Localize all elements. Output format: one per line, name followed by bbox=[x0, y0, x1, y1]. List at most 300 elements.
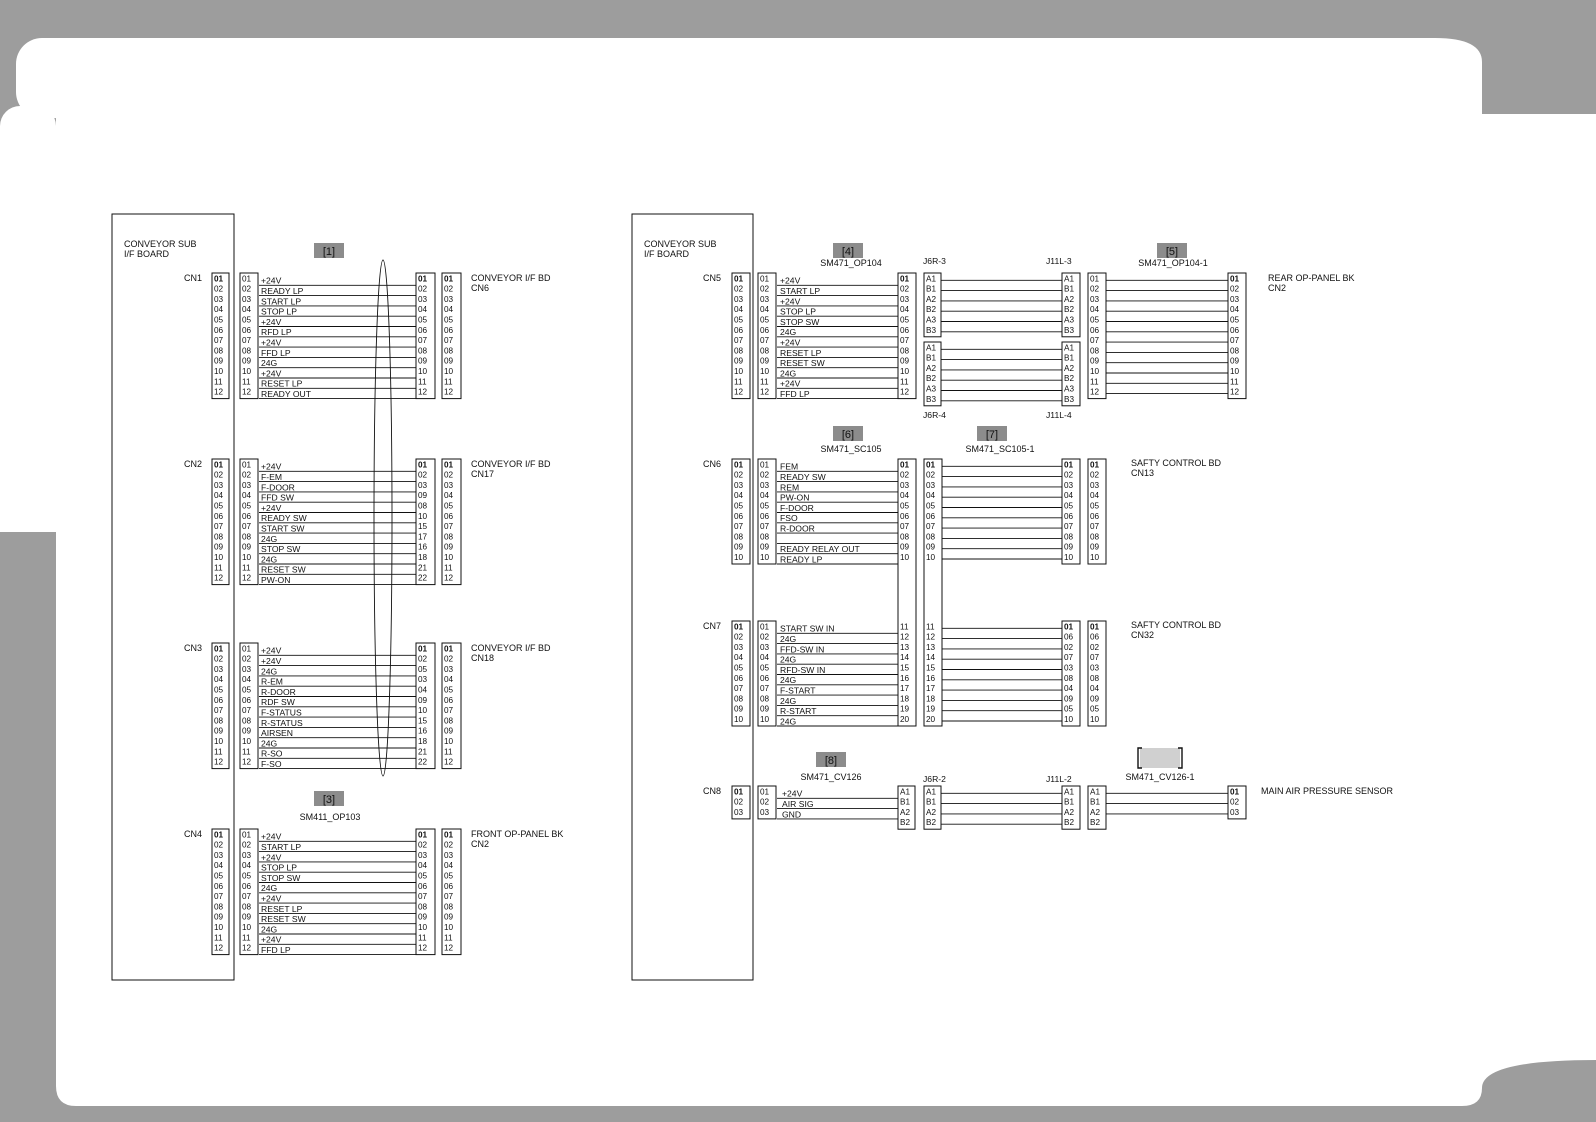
cn1-signal-7: +24V bbox=[261, 337, 282, 348]
cn4-mid-pins-pin-04: 04 bbox=[418, 861, 428, 871]
cn1-signal-1: +24V bbox=[261, 275, 282, 286]
cn3-board-pins-pin-02: 02 bbox=[214, 654, 224, 664]
cn4-harness-pins-pin-02: 02 bbox=[242, 840, 252, 850]
cn6-mid2-pin-04: 04 bbox=[926, 491, 936, 501]
cn2-mid-pins-pin-08: 08 bbox=[418, 501, 428, 511]
right-board-title-line1: CONVEYOR SUB bbox=[644, 239, 717, 249]
cn2-mid-pins-pin-02: 02 bbox=[418, 470, 428, 480]
cn6-right-pins-pin-03: 03 bbox=[1064, 480, 1074, 490]
cn7-end-pins-pin-05: 05 bbox=[1090, 704, 1100, 714]
cn8-mid-pins-pin-A2: A2 bbox=[900, 807, 911, 817]
cn3-end-pins-pin-07: 07 bbox=[444, 706, 454, 716]
cn1-signal-10: +24V bbox=[261, 368, 282, 379]
cn8-label: CN8 bbox=[703, 786, 722, 796]
cn3-board-pins-pin-12: 12 bbox=[214, 757, 224, 767]
cn5-j11l-lower-pins-pin-A2: A2 bbox=[1064, 363, 1075, 373]
cn3-harness-pins-pin-06: 06 bbox=[242, 695, 252, 705]
cn5-board-pins-pin-01: 01 bbox=[734, 274, 744, 284]
cn2-harness-pins-pin-10: 10 bbox=[242, 553, 252, 562]
cn6-right-pins-pin-10: 10 bbox=[1064, 553, 1074, 562]
cn1-end-pins-pin-09: 09 bbox=[444, 356, 454, 366]
harness-bundle-ellipse bbox=[374, 260, 392, 776]
cn4-board-pins-pin-04: 04 bbox=[214, 861, 224, 871]
cn2-dest-line2: CN17 bbox=[471, 469, 495, 479]
cn2-harness-pins-pin-06: 06 bbox=[242, 511, 252, 521]
cn4-harness-pins-pin-04: 04 bbox=[242, 861, 252, 871]
cn7-harness-pins-pin-09: 09 bbox=[760, 704, 770, 714]
cn2-signal-12: PW-ON bbox=[261, 575, 291, 585]
cn6-right-pins-pin-02: 02 bbox=[1064, 470, 1074, 480]
cn5-j11l-lower-pins-pin-B3: B3 bbox=[1064, 394, 1075, 404]
cn1-board-pins-pin-12: 12 bbox=[214, 387, 224, 397]
cn7-mid2-pin-11: 11 bbox=[926, 622, 935, 632]
cn1-mid-pins-pin-02: 02 bbox=[418, 284, 428, 294]
cn2-mid-pins-pin-03: 03 bbox=[418, 480, 428, 490]
cn8-board-pins-pin-01: 01 bbox=[734, 787, 744, 797]
cn3-signal-2: +24V bbox=[261, 656, 282, 666]
cn3-mid-pins-pin-10: 10 bbox=[418, 706, 428, 716]
cn1-end-pins-pin-07: 07 bbox=[444, 336, 454, 346]
cn8-harness-pins-pin-02: 02 bbox=[760, 797, 770, 807]
cn4-harness-pins-pin-10: 10 bbox=[242, 923, 252, 932]
cn7-dest-line2: CN32 bbox=[1131, 630, 1155, 640]
cn3-end-pins-pin-09: 09 bbox=[444, 726, 454, 736]
cn7-end-pins-pin-03: 03 bbox=[1090, 663, 1100, 673]
cn7-mid-pin-19: 19 bbox=[900, 704, 910, 714]
cn5-end-pins-pin-04: 04 bbox=[1230, 305, 1240, 315]
cn5-harness-pins-pin-07: 07 bbox=[760, 336, 770, 346]
cn5-harness2-left-pins-pin-04: 04 bbox=[1090, 305, 1100, 315]
cn8-j11l-pins-pin-A2: A2 bbox=[1064, 807, 1075, 817]
cn6-signal-10: READY LP bbox=[780, 554, 823, 565]
cn3-mid-pins-pin-15: 15 bbox=[418, 716, 428, 726]
cn2-mid-pins-pin-17: 17 bbox=[418, 532, 428, 542]
cn5-end-pins-pin-01: 01 bbox=[1230, 274, 1240, 284]
cn1-board-pins-pin-08: 08 bbox=[214, 346, 224, 356]
cn8-harness-pins-pin-01: 01 bbox=[760, 787, 770, 797]
cn1-harness-pins-pin-03: 03 bbox=[242, 294, 252, 304]
cn1-end-pins-pin-08: 08 bbox=[444, 346, 454, 356]
cn5-signal-12: FFD LP bbox=[780, 389, 810, 399]
cn4-board-pins-pin-06: 06 bbox=[214, 881, 224, 891]
cn5-signal-4: STOP LP bbox=[780, 306, 816, 317]
cn2-signal-6: READY SW bbox=[261, 513, 307, 524]
cn2-mid-pins-pin-21: 21 bbox=[418, 563, 428, 573]
cn7-right-pins-pin-04: 04 bbox=[1064, 684, 1074, 694]
cn5-j6r3-label: J6R-3 bbox=[923, 256, 946, 266]
cn6-signal-1: FEM bbox=[780, 461, 799, 472]
cn7-end-pins-pin-06: 06 bbox=[1090, 632, 1100, 642]
cn7-board-pins-pin-05: 05 bbox=[734, 663, 744, 673]
cn6-harness-pins-pin-01: 01 bbox=[760, 460, 770, 470]
cn6-mid2-pin-07: 07 bbox=[926, 522, 936, 532]
cn5-harness-pins-pin-02: 02 bbox=[760, 284, 770, 294]
cn7-signal-3: FFD-SW IN bbox=[780, 644, 825, 655]
cn6-label: CN6 bbox=[703, 459, 722, 469]
cn1-harness-pins-pin-10: 10 bbox=[242, 367, 252, 376]
cn8-j6r-pins-pin-B2: B2 bbox=[926, 818, 937, 828]
cn7-right-pins-pin-07: 07 bbox=[1064, 653, 1074, 663]
cn1-mid-pins-pin-04: 04 bbox=[418, 305, 428, 315]
cn3-signal-11: R-SO bbox=[261, 748, 283, 759]
cn8-j11l2-label: J11L-2 bbox=[1046, 774, 1072, 784]
cn5-signal-8: RESET LP bbox=[780, 347, 822, 358]
cn6-harness-pins-pin-06: 06 bbox=[760, 511, 770, 521]
cn4-dest-line1: FRONT OP-PANEL BK bbox=[471, 829, 564, 839]
cn7-end-pins-pin-07: 07 bbox=[1090, 653, 1100, 663]
cn7-dest-line1: SAFTY CONTROL BD bbox=[1131, 620, 1222, 630]
cn6-end-pins-pin-04: 04 bbox=[1090, 491, 1100, 501]
cn2-harness-pins-pin-09: 09 bbox=[242, 542, 252, 552]
cn2-mid-pins-pin-09: 09 bbox=[418, 491, 428, 501]
cn7-mid-pin-20: 20 bbox=[900, 715, 910, 724]
cn3-harness-pins-pin-04: 04 bbox=[242, 675, 252, 685]
cn7-signal-2: 24G bbox=[780, 634, 797, 644]
cn4-harness-name: SM411_OP103 bbox=[299, 812, 361, 822]
cn4-harness-pins-pin-05: 05 bbox=[242, 871, 252, 881]
cn7-end-pins-pin-01: 01 bbox=[1090, 622, 1100, 632]
cn1-mid-pins-pin-06: 06 bbox=[418, 325, 428, 335]
cn3-signal-10: 24G bbox=[261, 738, 278, 749]
cn8-harness-pins-pin-03: 03 bbox=[760, 807, 770, 817]
cn5-harness2-name: SM471_OP104-1 bbox=[1138, 258, 1208, 268]
cn8-j6r2-label: J6R-2 bbox=[923, 774, 946, 784]
cn4-end-pins-pin-12: 12 bbox=[444, 943, 454, 953]
cn5-mid-pins-pin-11: 11 bbox=[900, 377, 909, 387]
cn5-dest-line1: REAR OP-PANEL BK bbox=[1268, 273, 1355, 283]
cn3-mid-pins-pin-22: 22 bbox=[418, 757, 428, 767]
right-board-title-line2: I/F BOARD bbox=[644, 249, 690, 259]
cn5-j11l-upper-pins-pin-B2: B2 bbox=[1064, 305, 1075, 315]
cn7-end-pins-pin-10: 10 bbox=[1090, 715, 1100, 724]
cn5-board-pins-pin-07: 07 bbox=[734, 336, 744, 346]
cn5-mid-pins-pin-10: 10 bbox=[900, 367, 910, 376]
cn6-mid2-pin-03: 03 bbox=[926, 480, 936, 490]
cn1-signal-11: RESET LP bbox=[261, 378, 303, 389]
cn5-dest-line2: CN2 bbox=[1268, 283, 1287, 293]
cn4-end-pins-pin-02: 02 bbox=[444, 840, 454, 850]
cn2-board-pins-pin-11: 11 bbox=[214, 563, 223, 573]
cn2-board-pins-pin-07: 07 bbox=[214, 522, 224, 532]
cn6-mid2-pin-08: 08 bbox=[926, 532, 936, 542]
cn1-end-pins-pin-03: 03 bbox=[444, 294, 454, 304]
cn8-harness2-left-pins-pin-B2: B2 bbox=[1090, 818, 1101, 828]
cn2-signal-7: START SW bbox=[261, 523, 305, 534]
cn5-j6r-upper-pins-pin-A2: A2 bbox=[926, 294, 937, 304]
cn6-end-pins-pin-06: 06 bbox=[1090, 511, 1100, 521]
cn7-right-pins-pin-08: 08 bbox=[1064, 673, 1074, 683]
cn7-harness-pins-pin-02: 02 bbox=[760, 632, 770, 642]
cn2-dest-line1: CONVEYOR I/F BD bbox=[471, 459, 551, 469]
cn4-mid-pins-pin-01: 01 bbox=[418, 830, 428, 840]
cn2-harness-pins-pin-11: 11 bbox=[242, 563, 251, 573]
cn4-end-pins-pin-05: 05 bbox=[444, 871, 454, 881]
cn3-board-pins-pin-04: 04 bbox=[214, 675, 224, 685]
cn6-signal-2: READY SW bbox=[780, 472, 826, 482]
cn5-harness2-left-pins-pin-03: 03 bbox=[1090, 294, 1100, 304]
cn1-harness-pins-pin-06: 06 bbox=[242, 325, 252, 335]
cn4-end-pins-pin-09: 09 bbox=[444, 912, 454, 922]
cn1-harness-pins-pin-11: 11 bbox=[242, 377, 251, 387]
cn7-board-pins-pin-07: 07 bbox=[734, 684, 744, 694]
cn3-end-pins-pin-03: 03 bbox=[444, 664, 454, 674]
cn7-signal-1: START SW IN bbox=[780, 623, 835, 634]
cn7-board-pins-pin-10: 10 bbox=[734, 715, 744, 724]
cn4-board-pins-pin-09: 09 bbox=[214, 912, 224, 922]
cn6-harness-pins-pin-10: 10 bbox=[760, 553, 770, 562]
cn3-label: CN3 bbox=[184, 643, 203, 653]
cn7-harness-pins-pin-08: 08 bbox=[760, 694, 770, 704]
cn8-j11l-pins-pin-A1: A1 bbox=[1064, 787, 1075, 797]
cn4-board-pins-pin-02: 02 bbox=[214, 840, 224, 850]
cn3-signal-6: RDF SW bbox=[261, 697, 295, 708]
cn7-signal-7: F-START bbox=[780, 685, 816, 696]
cn5-j6r-lower-pins-pin-A3: A3 bbox=[926, 384, 937, 394]
cn2-signal-8: 24G bbox=[261, 533, 278, 544]
cn1-mid-pins-pin-08: 08 bbox=[418, 346, 428, 356]
cn5-j11l-lower-pins-pin-A3: A3 bbox=[1064, 384, 1075, 394]
cn1-board-pins-pin-09: 09 bbox=[214, 356, 224, 366]
cn6-mid-pin-05: 05 bbox=[900, 501, 910, 511]
cn7-mid2-pin-20: 20 bbox=[926, 715, 936, 724]
cn4-signal-3: +24V bbox=[261, 852, 282, 863]
cn8-end-pins-pin-01: 01 bbox=[1230, 787, 1240, 797]
cn2-harness-pins-pin-05: 05 bbox=[242, 501, 252, 511]
cn4-signal-5: STOP SW bbox=[261, 872, 301, 883]
cn5-tag2: [5] bbox=[1165, 246, 1179, 258]
cn1-harness-pins-pin-04: 04 bbox=[242, 305, 252, 315]
cn7-board-pins-pin-09: 09 bbox=[734, 704, 744, 714]
cn6-harness-pins-pin-08: 08 bbox=[760, 532, 770, 542]
cn7-signal-5: RFD-SW IN bbox=[780, 664, 826, 675]
cn7-end-pins-pin-04: 04 bbox=[1090, 684, 1100, 694]
cn3-harness-pins-pin-01: 01 bbox=[242, 644, 252, 654]
cn4-end-pins-pin-06: 06 bbox=[444, 881, 454, 891]
cn7-end-pins-pin-09: 09 bbox=[1090, 694, 1100, 704]
cn2-signal-9: STOP SW bbox=[261, 544, 301, 555]
cn5-board-pins-pin-04: 04 bbox=[734, 305, 744, 315]
cn2-mid-pins-pin-22: 22 bbox=[418, 573, 428, 583]
cn3-signal-3: 24G bbox=[261, 666, 278, 677]
cn7-mid2-pin-12: 12 bbox=[926, 632, 936, 642]
cn6-signal-3: REM bbox=[780, 482, 800, 493]
cn5-j6r-lower-pins-pin-B3: B3 bbox=[926, 394, 937, 404]
cn1-harness-pins-pin-01: 01 bbox=[242, 274, 252, 284]
cn6-mid-pin-08: 08 bbox=[900, 532, 910, 542]
cn8-harness2-left-pins-pin-A1: A1 bbox=[1090, 787, 1101, 797]
cn4-harness-pins-pin-06: 06 bbox=[242, 881, 252, 891]
cn4-signal-11: +24V bbox=[261, 934, 282, 945]
cn1-end-pins-pin-05: 05 bbox=[444, 315, 454, 325]
cn7-board-pins-pin-08: 08 bbox=[734, 694, 744, 704]
cn3-signal-1: +24V bbox=[261, 645, 282, 656]
cn8-j6r-pins-pin-B1: B1 bbox=[926, 797, 937, 807]
cn6-end-pins-pin-09: 09 bbox=[1090, 542, 1100, 552]
cn4-mid-pins-pin-07: 07 bbox=[418, 892, 428, 902]
cn5-end-pins-pin-07: 07 bbox=[1230, 336, 1240, 346]
cn3-mid-pins-pin-03: 03 bbox=[418, 675, 428, 685]
cn8-signal-3: GND bbox=[782, 809, 802, 820]
cn7-mid2-pin-17: 17 bbox=[926, 684, 936, 694]
cn1-end-pins-pin-02: 02 bbox=[444, 284, 454, 294]
cn5-board-pins-pin-08: 08 bbox=[734, 346, 744, 356]
cn4-mid-pins-pin-05: 05 bbox=[418, 871, 428, 881]
cn3-harness-pins-pin-02: 02 bbox=[242, 654, 252, 664]
cn7-signal-4: 24G bbox=[780, 654, 797, 665]
cn6-end-pins-pin-10: 10 bbox=[1090, 553, 1100, 562]
cn5-end-pins-pin-08: 08 bbox=[1230, 346, 1240, 356]
cn6-harness-pins-pin-03: 03 bbox=[760, 480, 770, 490]
cn7-right-pins-pin-06: 06 bbox=[1064, 632, 1074, 642]
cn2-board-pins-pin-05: 05 bbox=[214, 501, 224, 511]
cn5-j11l-upper-pins-pin-A1: A1 bbox=[1064, 274, 1075, 284]
cn3-end-pins-pin-11: 11 bbox=[444, 747, 453, 757]
cn4-signal-6: 24G bbox=[261, 883, 278, 894]
cn6-right-pins-pin-09: 09 bbox=[1064, 542, 1074, 552]
cn6-mid2-pin-06: 06 bbox=[926, 511, 936, 521]
cn6-right-pins-pin-04: 04 bbox=[1064, 491, 1074, 501]
cn7-harness-pins-pin-07: 07 bbox=[760, 684, 770, 694]
cn5-harness2-left-pins-pin-01: 01 bbox=[1090, 274, 1100, 284]
cn2-mid-pins-pin-15: 15 bbox=[418, 522, 428, 532]
cn7-board-pins-pin-04: 04 bbox=[734, 653, 744, 663]
cn7-end-pins-pin-08: 08 bbox=[1090, 673, 1100, 683]
cn1-end-pins-pin-01: 01 bbox=[444, 274, 454, 284]
cn8-tag: [8] bbox=[824, 755, 838, 767]
cn6-mid-pin-07: 07 bbox=[900, 522, 910, 532]
cn6-harness2-name: SM471_SC105-1 bbox=[965, 444, 1035, 454]
cn3-end-pins-pin-05: 05 bbox=[444, 685, 454, 695]
cn8-j6r-pins-pin-A1: A1 bbox=[926, 787, 937, 797]
cn5-j11l4-label: J11L-4 bbox=[1046, 410, 1072, 420]
cn2-end-pins-pin-09: 09 bbox=[444, 542, 454, 552]
cn1-board-pins-pin-10: 10 bbox=[214, 367, 224, 376]
cn4-signal-7: +24V bbox=[261, 893, 282, 904]
cn7-right-pins-pin-10: 10 bbox=[1064, 715, 1074, 724]
cn4-end-pins-pin-07: 07 bbox=[444, 892, 454, 902]
cn8-end-pins-pin-02: 02 bbox=[1230, 797, 1240, 807]
cn7-right-pins-pin-02: 02 bbox=[1064, 642, 1074, 652]
cn5-harness2-left-pins-pin-10: 10 bbox=[1090, 367, 1100, 376]
cn1-end-pins-pin-10: 10 bbox=[444, 367, 454, 376]
cn5-board-pins-pin-09: 09 bbox=[734, 356, 744, 366]
cn5-tag: [4] bbox=[841, 246, 855, 258]
cn1-mid-pins-pin-11: 11 bbox=[418, 377, 427, 387]
cn5-board-pins-pin-12: 12 bbox=[734, 387, 744, 397]
cn8-signal-1: +24V bbox=[782, 788, 803, 799]
cn5-end-pins-pin-06: 06 bbox=[1230, 325, 1240, 335]
cn5-j6r-upper-pins-pin-A3: A3 bbox=[926, 315, 937, 325]
cn2-end-pins-pin-12: 12 bbox=[444, 573, 454, 583]
cn5-end-pins-pin-10: 10 bbox=[1230, 367, 1240, 376]
cn5-harness2-left-pins-pin-02: 02 bbox=[1090, 284, 1100, 294]
cn3-mid-pins-pin-18: 18 bbox=[418, 737, 428, 746]
cn5-signal-7: +24V bbox=[780, 337, 801, 348]
cn1-board-pins-pin-04: 04 bbox=[214, 305, 224, 315]
cn1-board-pins-pin-11: 11 bbox=[214, 377, 223, 387]
cn2-signal-11: RESET SW bbox=[261, 564, 306, 575]
cn5-mid-pins-pin-02: 02 bbox=[900, 284, 910, 294]
cn5-j11l-upper-pins-pin-A3: A3 bbox=[1064, 315, 1075, 325]
cn5-harness2-left-pins-pin-06: 06 bbox=[1090, 325, 1100, 335]
cn2-end-pins-pin-02: 02 bbox=[444, 470, 454, 480]
cn8-dest-line1: MAIN AIR PRESSURE SENSOR bbox=[1261, 786, 1394, 796]
cn6-signal-6: FSO bbox=[780, 513, 798, 524]
cn6-tag: [6] bbox=[841, 429, 855, 441]
cn7-harness-pins-pin-10: 10 bbox=[760, 715, 770, 724]
cn4-dest-line2: CN2 bbox=[471, 839, 490, 849]
cn5-signal-6: 24G bbox=[780, 327, 797, 338]
cn2-mid-pins-pin-18: 18 bbox=[418, 553, 428, 562]
cn3-signal-5: R-DOOR bbox=[261, 686, 296, 697]
cn7-mid-pin-18: 18 bbox=[900, 694, 910, 704]
cn8-j11l-pins-pin-B2: B2 bbox=[1064, 818, 1075, 828]
cn2-signal-10: 24G bbox=[261, 554, 278, 565]
cn8-board-pins-pin-02: 02 bbox=[734, 797, 744, 807]
cn6-mid-pin-09: 09 bbox=[900, 542, 910, 552]
cn5-signal-2: START LP bbox=[780, 286, 821, 296]
cn6-dest-line1: SAFTY CONTROL BD bbox=[1131, 458, 1222, 468]
cn4-end-pins-pin-03: 03 bbox=[444, 850, 454, 860]
cn5-board-pins-pin-10: 10 bbox=[734, 367, 744, 376]
cn4-mid-pins-pin-03: 03 bbox=[418, 850, 428, 860]
cn3-end-pins-pin-01: 01 bbox=[444, 644, 454, 654]
cn2-signal-4: FFD SW bbox=[261, 492, 294, 503]
cn6-board-pins-pin-08: 08 bbox=[734, 532, 744, 542]
cn3-board-pins-pin-06: 06 bbox=[214, 695, 224, 705]
cn5-j6r-upper-pins-pin-B1: B1 bbox=[926, 284, 937, 294]
cn6-board-pins-pin-02: 02 bbox=[734, 470, 744, 480]
cn1-end-pins-pin-12: 12 bbox=[444, 387, 454, 397]
cn2-mid-pins-pin-01: 01 bbox=[418, 460, 428, 470]
cn1-harness-pins-pin-05: 05 bbox=[242, 315, 252, 325]
cn6-mid2-pin-09: 09 bbox=[926, 542, 936, 552]
cn4-mid-pins-pin-11: 11 bbox=[418, 933, 427, 943]
cn1-signal-2: READY LP bbox=[261, 286, 304, 296]
cn6-board-pins-pin-10: 10 bbox=[734, 553, 744, 562]
cn5-j6r4-label: J6R-4 bbox=[923, 410, 946, 420]
cn1-mid-pins-pin-12: 12 bbox=[418, 387, 428, 397]
cn4-tag: [3] bbox=[322, 794, 336, 806]
cn5-harness-name: SM471_OP104 bbox=[820, 258, 882, 268]
cn6-harness-pins-pin-02: 02 bbox=[760, 470, 770, 480]
cn7-mid-pin-11: 11 bbox=[900, 622, 909, 632]
cn6-signal-7: R-DOOR bbox=[780, 523, 815, 534]
cn5-harness-pins-pin-03: 03 bbox=[760, 294, 770, 304]
cn5-end-pins-pin-03: 03 bbox=[1230, 294, 1240, 304]
cn4-mid-pins-pin-02: 02 bbox=[418, 840, 428, 850]
cn6-tag2: [7] bbox=[985, 429, 999, 441]
cn7-mid2-pin-13: 13 bbox=[926, 642, 936, 652]
cn3-dest-line2: CN18 bbox=[471, 653, 495, 663]
cn1-dest-line1: CONVEYOR I/F BD bbox=[471, 273, 551, 283]
cn7-board-pins-pin-03: 03 bbox=[734, 642, 744, 652]
cn1-board-pins-pin-03: 03 bbox=[214, 294, 224, 304]
cn5-harness2-left-pins-pin-07: 07 bbox=[1090, 336, 1100, 346]
cn5-end-pins-pin-05: 05 bbox=[1230, 315, 1240, 325]
cn5-j11l-upper-pins-pin-B3: B3 bbox=[1064, 325, 1075, 335]
cn4-mid-pins-pin-06: 06 bbox=[418, 881, 428, 891]
cn6-harness-pins-pin-09: 09 bbox=[760, 542, 770, 552]
cn8-j11l-pins-pin-B1: B1 bbox=[1064, 797, 1075, 807]
cn4-signal-4: STOP LP bbox=[261, 862, 297, 873]
cn6-board-pins-pin-09: 09 bbox=[734, 542, 744, 552]
cn3-end-pins-pin-04: 04 bbox=[444, 675, 454, 685]
cn4-board-pins-pin-01: 01 bbox=[214, 830, 224, 840]
cn2-end-pins-pin-03: 03 bbox=[444, 480, 454, 490]
cn1-tag: [1] bbox=[322, 246, 336, 258]
cn1-end-pins-pin-04: 04 bbox=[444, 305, 454, 315]
